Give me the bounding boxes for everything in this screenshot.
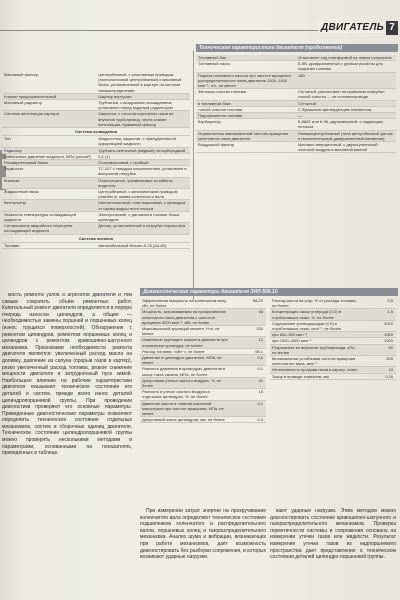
table-row [270,298,396,309]
param-value: Центробежный, с механическим приводом ремнём от шкива коленчатого вала [98,189,178,200]
param-value: 58 [258,309,263,315]
param-value: С бумажным фильтрующим элементом [298,106,372,112]
param-value: Автомобильный бензин А-76 (Аи-80) [98,242,167,248]
param-name: Сигнализатор аварийного перегрева охлаждающей жидкости [4,223,73,234]
param-name: Изменение крутящего момента двигателя при отключении цилиндра, не менее [142,337,228,348]
param-name: Система вентиляции картера [4,111,59,117]
param-name: Максимальный крутящий момент, Н·м, не менее [142,326,220,337]
param-value: 0,1 [257,366,263,372]
column-divider [193,50,194,300]
page-number: 7 [386,21,398,35]
param-value: Сетчатый [298,100,316,106]
table-row [270,345,396,356]
table-row [140,355,266,366]
param-name: Воздушный фильтр [198,142,235,148]
param-value: 0,25 [385,373,393,379]
body-text-middle [140,508,266,594]
table-row [2,223,190,234]
param-value: Датчик, установленный в патрубке термостата [98,223,185,229]
param-name: Эффективная мощность на коленчатом валу, кВт, не более [142,298,227,309]
table-row [196,61,396,72]
param-name: Масляный радиатор [4,100,42,106]
body-text-left [2,292,132,592]
param-value: 88,23 [252,298,263,303]
param-name: Мощность, затрачиваемая на прокручивание коленчатого вала двигателя с частотой вращения 3200 мин⁻¹, кВт, не более [142,309,227,325]
param-value: 0,4 [257,417,263,423]
table-row [196,131,396,142]
table-row [140,337,266,348]
param-value: ТС-107 с твердым наполнителем, установлен в выпускном патрубке [98,166,187,177]
param-value: 15 [258,389,263,395]
param-name: Избыточное давление жидкости, МПа (кгс/см²) [4,153,91,159]
param-name: Допустимый износ цилиндров, мм, не более [142,417,225,423]
param-value: Закрытая, с отсосом картерных газов во впускной трубопровод, через клапан вентиляции, бумажный фильтр [98,111,174,127]
header-rule [0,30,364,31]
param-value: 10 [388,367,393,373]
spec-continuation-band: Техническая характеристика двигателя (продолжение) [196,44,398,52]
param-value: Пневмоцентробежный (типа центробежный датчик и исполнительный диафрагменный механизм) [298,130,393,141]
table-row [140,378,266,389]
body-paragraph: При измерении затрат энергии на прокручивание коленчатого вала определяют техническое состояние подшипников коленчатого и распределительного валов, поршневых колец и газораспределительного механизма. Анализ шума и вибрации, возникающих при работе механизмов, даёт возможность диагностировать без разборки сопряжения, в которых возникают ударные нагрузки. [140,508,266,561]
param-name: Жалюзи [4,177,20,183]
table-row [2,212,190,223]
diagnostics-band: Диагностические параметры двигателя ЗИЛ-508.10 [140,288,398,296]
param-name: Карбюратор [198,119,221,125]
param-value: 1000 [384,338,393,344]
table-row [2,200,190,211]
param-name: Зазор в приводе клапанов, мм [272,373,329,379]
diagnostics-table-left [140,298,266,423]
param-value: 1000 [384,332,393,338]
param-value: 0,6 [257,355,263,361]
table-row [2,111,190,128]
table-row [196,142,396,153]
table-row [2,136,190,147]
table-row [140,326,266,337]
param-name: Расширительный бачок [4,160,48,166]
param-name: Минимальная устойчивая частота вращения коленчатого вала, мин⁻¹ [272,356,356,367]
table-row [2,189,190,200]
param-value: 98,1 [255,348,263,354]
param-value: К-88АТ или К-96, двухкамерный, с падающим потоком [298,119,383,130]
param-name: Жидкостный насос [4,189,40,195]
table-row [140,298,266,309]
param-name: Расход масла на угар, % от расхода топлива, не более [272,298,357,309]
body-text-right [270,508,396,594]
table-section-title: Система охлаждения [2,128,190,136]
body-paragraph: мость ремонта узлов и агрегатов двигателя и тем самым сократить объём ремонтных работ. Капитальный ремонт двигателя определяется в первую очередь износом цилиндров, а общие — необходимостью замены поршней и поршневых колец (износ трущихся поверхностей). Обнаружение с ремонтом цилиндров, ремонтом поршневых колец и цилиндров с ремонтом кривошипно-шатунного механизма. Признаками необходимости ремонта двигателя являются: увеличенный расход масла на доливку, давление из сапуна (прорыв газов в картер), резко увеличенный расход топлива, резкое снижение мощности двигателя и затруднённый пуск зимой. Наибольшее влияние на рабочие характеристики двигателя оказывают техническое состояние его деталей и систем, прежде всего износ деталей цилиндропоршневой группы. При проведении диагностики проверяют его основные параметры. Приведенные диагностические параметры позволяют определить техническое состояние отдельных механизмов, систем и сборочных единиц двигателя. Техническое состояние цилиндропоршневой группы можно проверять несколькими методами и параметрами, основанными на показателях, приведённых в таблице. [2,292,132,457]
param-name: тонкой очистки топлива [198,106,243,112]
param-name: Давление масла в главной масляной магистрали при частоте вращения, МПа, не менее [142,400,224,417]
param-value: Пластмассовый, с пробкой [98,160,149,166]
param-name: Тип [4,136,11,142]
param-value: Трубчато-ленточный (медный) четырёхрядный [98,147,186,153]
param-name: Концентрация окиси углерода (CO) в отработавших газах, %, не более [272,309,341,320]
param-value: 1,5 [387,309,393,315]
param-name: Топливный насос [198,61,231,67]
param-value: Установлен под платформой на левом лонжероне [298,55,392,60]
left-spec-table [2,72,190,249]
param-value: Пластинчатые, управляемые из кабины водителя [98,177,173,188]
param-name: Топливо [4,242,20,248]
right-spec-table [196,55,396,153]
table-row [140,401,266,418]
table-row [270,356,396,367]
table-row [196,73,396,90]
param-name: при 1900–2600 мин⁻¹ [272,338,312,344]
param-name: Интенсивность прорыва газов в картер, л/мин [272,367,358,373]
param-name: Разность давления в цилиндрах двигателя в конце такта сжатия, МПа, не более [142,366,226,377]
diagnostics-table-right [270,298,396,380]
table-row [2,178,190,189]
param-name: Вентилятор [4,200,26,206]
param-name: Клапан предохранительный [4,93,57,99]
param-value: 500 [386,356,393,362]
param-value: Жидкостная, закрытая, с принудительной циркуляцией жидкости [98,136,176,147]
table-row [196,89,396,100]
param-value: Шестилопастный, пластмассовый, с приводом от шкива жидкостного насоса [98,200,186,211]
param-name: Радиатор [4,147,22,153]
param-name: Разрежение во впускном трубопроводе, кПа, не менее [272,344,356,355]
param-value: Шарнир вертушки [98,93,132,99]
param-value: 40 [258,377,263,383]
table-row [2,100,190,111]
table-row [140,366,266,377]
body-paragraph: кают ударные нагрузки. Этим методом можно диагностировать состояние кривошипно-шатунного и газораспределительного механизмов. Проверка герметичности системы и сопряжения основана на измерении утечки газов или жидкости. Результат измерения утечки газов из надпоршневого пространства дает представление о техническом состоянии деталей цилиндро-поршневой группы. [270,508,396,561]
param-name: Фильтры очистки топлива [198,89,246,95]
param-name: Подогреватель топлива [198,113,243,119]
param-name: в топливном баке [198,100,231,106]
table-row [270,309,396,320]
param-value: 3000 [384,320,393,326]
table-row [140,309,266,326]
param-name: Расход топлива, г/кВт·ч, не более [142,348,205,354]
param-value: 0,1 (1) [98,153,110,159]
param-name: Указатель температуры охлаждающей жидкости [4,211,76,223]
param-value: 12 [258,337,263,343]
param-name: при 800–600 мин⁻¹ [272,332,308,338]
param-name: Разность в утечке сжатого воздуха в отдельных цилиндрах, %, не более [142,389,210,400]
table-row [270,374,396,380]
param-value: Электрический, с датчиком в головке блока цилиндров [98,211,180,223]
table-row [2,72,190,94]
param-value: Трубчатый, с воздушным охлаждением; установлен перед водяным радиатором [98,100,173,111]
param-value: 330 [256,326,263,332]
param-name: Топливный бак [198,55,226,60]
table-row [140,389,266,400]
param-value: Масляно-инерционный, с двухступенчатой очисткой воздуха и масляной ванной [298,142,378,153]
table-row [2,243,190,249]
table-row [270,321,396,332]
table-row [196,119,396,130]
page-header [0,22,400,36]
table-row [2,166,190,177]
param-name: Допустимая утечка сжатого воздуха, %, не более [142,377,222,389]
param-name: Подача топливного насоса при частоте вращения распределительного вала двигателя 1300–1400 мин⁻¹, л/ч, не менее [198,72,291,89]
param-name: Масляный фильтр [4,72,39,77]
param-name: Термостат [4,166,24,172]
table-section-title: Система питания [2,235,190,243]
param-value: Б-9В, диафрагменный с ручным рычагом для подкачки топлива [298,61,383,72]
section-title: ДВИГАТЕЛЬ [318,22,384,33]
param-name: Ограничитель максимальной частоты вращения коленчатого вала двигателя [198,130,289,141]
param-name: Содержание углеводородов (CH) в отработавших газах, млн⁻¹, не более [272,320,342,332]
param-value: Сетчатый, расположен на приёмном патрубке; тонкой очистки — на топливопроводе [298,89,385,100]
param-value: Центробежный, с реактивным приводом (полнопоточный центробежный) и масляный бачок, установленный в картере на системе газораспределения [98,72,182,93]
param-value: — [298,113,302,119]
table-row [140,417,266,423]
param-value: 60 [388,344,393,350]
param-value: 0,1 [257,400,263,406]
param-name: Давление в цилиндрах двигателя, МПа, не менее [142,355,222,366]
param-value: 180 [298,72,305,78]
param-value: 0,5 [387,298,393,303]
